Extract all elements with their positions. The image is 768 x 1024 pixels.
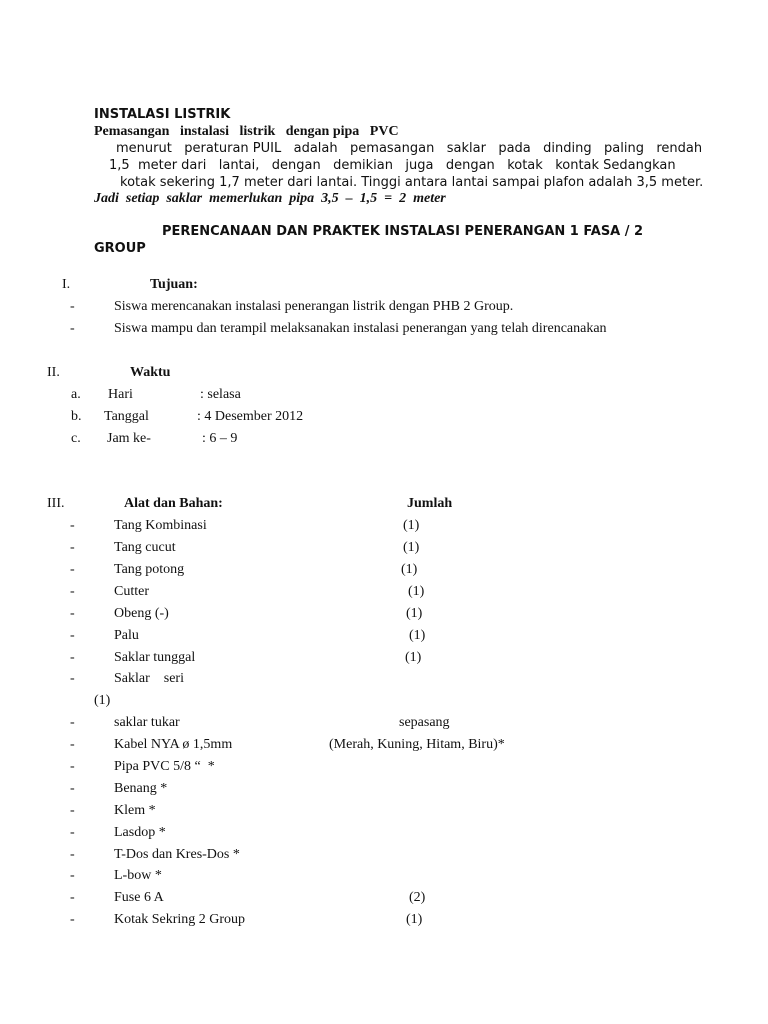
list-bullet: - bbox=[70, 518, 75, 533]
item-qty: (1) bbox=[406, 606, 423, 621]
item-name: (1) bbox=[94, 693, 111, 708]
item-qty: (1) bbox=[405, 650, 422, 665]
item-name: Tang potong bbox=[114, 562, 185, 577]
list-item: Siswa mampu dan terampil melaksanakan instalasi penerangan yang telah direncanakan bbox=[114, 321, 607, 336]
item-qty: (2) bbox=[409, 890, 426, 905]
item-qty: (1) bbox=[403, 518, 420, 533]
list-bullet: - bbox=[70, 912, 75, 927]
item-name: Lasdop * bbox=[114, 825, 166, 840]
list-bullet: - bbox=[70, 715, 75, 730]
item-qty: (1) bbox=[406, 912, 423, 927]
item-name: Saklar tunggal bbox=[114, 650, 196, 665]
item-name: Cutter bbox=[114, 584, 149, 599]
column-title-jumlah: Jumlah bbox=[407, 496, 453, 511]
list-bullet: - bbox=[70, 759, 75, 774]
paragraph-line-1: menurut peraturan PUIL adalah pemasangan saklar pada dinding paling rendah bbox=[116, 141, 703, 156]
list-bullet: - bbox=[70, 606, 75, 621]
waktu-value: : selasa bbox=[200, 387, 241, 402]
main-heading-line-1: PERENCANAAN DAN PRAKTEK INSTALASI PENERANGAN 1 FASA / 2 bbox=[162, 224, 644, 239]
section-number: III. bbox=[47, 496, 65, 511]
item-name: Saklar seri bbox=[114, 671, 184, 686]
item-name: Pipa PVC 5/8 “ * bbox=[114, 759, 215, 774]
item-name: Kotak Sekring 2 Group bbox=[114, 912, 246, 927]
list-bullet: - bbox=[70, 737, 75, 752]
item-name: Benang * bbox=[114, 781, 168, 796]
list-bullet: - bbox=[70, 781, 75, 796]
list-letter: b. bbox=[71, 409, 82, 424]
list-item: Siswa merencanakan instalasi penerangan listrik dengan PHB 2 Group. bbox=[114, 299, 514, 314]
conclusion-line: Jadi setiap saklar memerlukan pipa 3,5 – 1,5 = 2 meter bbox=[94, 191, 446, 206]
section-title-waktu: Waktu bbox=[130, 365, 171, 380]
item-name: Klem * bbox=[114, 803, 156, 818]
list-bullet: - bbox=[70, 628, 75, 643]
item-name: Palu bbox=[114, 628, 139, 643]
document-title: INSTALASI LISTRIK bbox=[94, 107, 231, 122]
item-qty: (1) bbox=[401, 562, 418, 577]
item-qty: (Merah, Kuning, Hitam, Biru)* bbox=[329, 737, 505, 752]
item-name: Tang cucut bbox=[114, 540, 176, 555]
list-bullet: - bbox=[70, 890, 75, 905]
waktu-label: Jam ke- bbox=[107, 431, 151, 446]
list-bullet: - bbox=[70, 321, 75, 336]
waktu-value: : 4 Desember 2012 bbox=[197, 409, 304, 424]
list-bullet: - bbox=[70, 825, 75, 840]
item-name: Obeng (-) bbox=[114, 606, 169, 621]
main-heading-line-2: GROUP bbox=[94, 241, 146, 256]
document-subtitle: Pemasangan instalasi listrik dengan pipa PVC bbox=[94, 124, 399, 139]
section-number: II. bbox=[47, 365, 60, 380]
paragraph-line-3: kotak sekering 1,7 meter dari lantai. Tinggi antara lantai sampai plafon adalah 3,5 meter. bbox=[120, 175, 704, 190]
list-bullet: - bbox=[70, 847, 75, 862]
item-qty: (1) bbox=[408, 584, 425, 599]
list-bullet: - bbox=[70, 584, 75, 599]
item-qty: (1) bbox=[409, 628, 426, 643]
item-name: L-bow * bbox=[114, 868, 162, 883]
list-bullet: - bbox=[70, 562, 75, 577]
waktu-label: Hari bbox=[108, 387, 133, 402]
item-name: saklar tukar bbox=[114, 715, 180, 730]
item-name: T-Dos dan Kres-Dos * bbox=[114, 847, 240, 862]
item-qty: (1) bbox=[403, 540, 420, 555]
section-title-alat-bahan: Alat dan Bahan: bbox=[124, 496, 223, 511]
item-qty: sepasang bbox=[399, 715, 450, 730]
section-number: I. bbox=[62, 277, 71, 292]
list-bullet: - bbox=[70, 803, 75, 818]
paragraph-line-2: 1,5 meter dari lantai, dengan demikian juga dengan kotak kontak Sedangkan bbox=[109, 158, 676, 173]
waktu-value: : 6 – 9 bbox=[202, 431, 238, 446]
list-letter: a. bbox=[71, 387, 81, 402]
list-bullet: - bbox=[70, 540, 75, 555]
item-name: Kabel NYA ø 1,5mm bbox=[114, 737, 233, 752]
list-bullet: - bbox=[70, 650, 75, 665]
item-name: Tang Kombinasi bbox=[114, 518, 207, 533]
list-bullet: - bbox=[70, 299, 75, 314]
list-letter: c. bbox=[71, 431, 81, 446]
waktu-label: Tanggal bbox=[104, 409, 149, 424]
list-bullet: - bbox=[70, 868, 75, 883]
list-bullet: - bbox=[70, 671, 75, 686]
item-name: Fuse 6 A bbox=[114, 890, 164, 905]
section-title-tujuan: Tujuan: bbox=[150, 277, 198, 292]
